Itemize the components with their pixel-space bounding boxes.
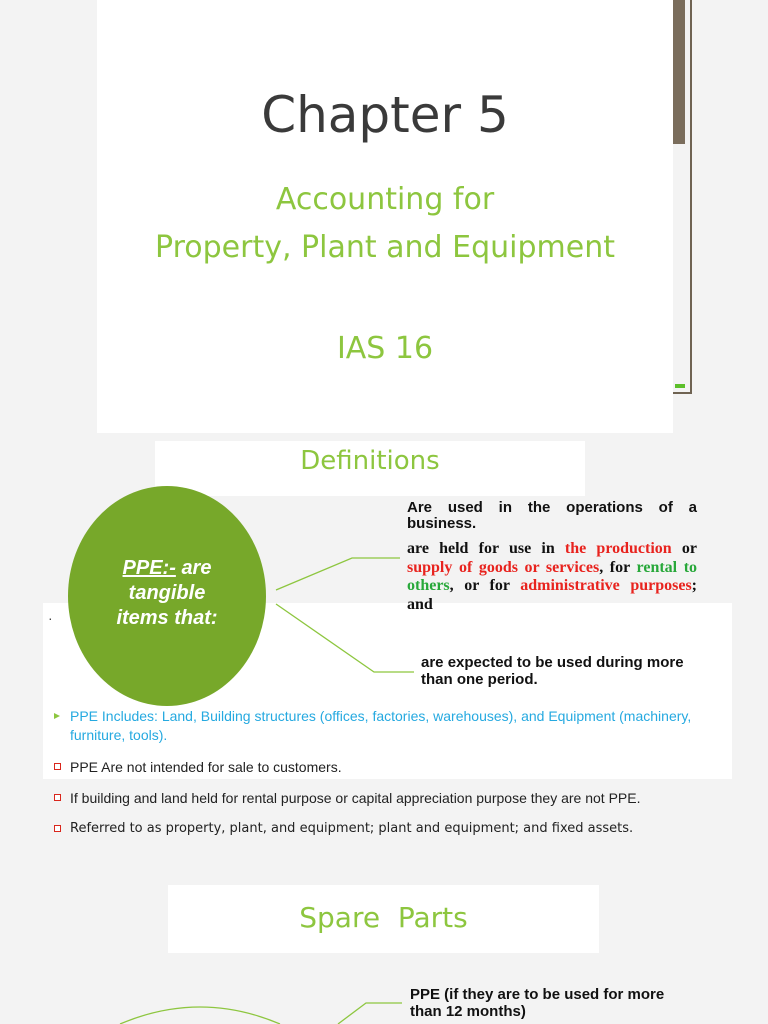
ppe-label-are: are bbox=[181, 557, 212, 579]
item2-highlight-supply: supply of goods or services bbox=[407, 558, 600, 576]
definition-item-held-for-use bbox=[407, 540, 697, 614]
bullet-ppe-includes bbox=[52, 707, 722, 745]
square-bullet-icon bbox=[54, 763, 61, 770]
bullet-text: If building and land held for rental purpose or capital appreciation purpose they are not PPE. bbox=[70, 790, 641, 806]
bullet-not-for-sale bbox=[52, 758, 342, 776]
ppe-label-items: items that: bbox=[116, 607, 218, 629]
ppe-circle-label bbox=[68, 556, 266, 631]
item2-text: , or for bbox=[449, 577, 521, 594]
square-bullet-icon bbox=[54, 794, 61, 801]
stray-dot-mark: · bbox=[48, 610, 53, 626]
subtitle-line-2: Property, Plant and Equipment bbox=[155, 230, 615, 265]
connector-line-spare bbox=[338, 1003, 402, 1024]
bullet-rental-not-ppe bbox=[52, 789, 640, 807]
item2-text: or bbox=[671, 540, 697, 557]
decorative-green-mark bbox=[675, 384, 685, 388]
spare-parts-item-ppe: PPE (if they are to be used for more than 12 months) bbox=[410, 986, 665, 1020]
bullet-text: PPE Includes: Land, Building structures (offices, factories, warehouses), and Equipment (machinery, furniture, tools). bbox=[70, 708, 692, 743]
bullet-text: PPE Are not intended for sale to customers. bbox=[70, 759, 342, 775]
subtitle-line-1: Accounting for bbox=[275, 182, 495, 217]
bullet-text: Referred to as property, plant, and equipment; plant and equipment; and fixed assets. bbox=[70, 821, 634, 836]
spare-parts-circle-top bbox=[120, 1007, 280, 1024]
title-slide bbox=[97, 0, 673, 433]
bullet-referred-to-as bbox=[52, 820, 633, 838]
chapter-subtitle bbox=[97, 176, 673, 272]
connector-line-upper bbox=[276, 558, 400, 590]
item2-text: , for bbox=[599, 558, 637, 576]
chapter-title: Chapter 5 bbox=[261, 86, 509, 144]
item2-highlight-production: the production bbox=[564, 540, 672, 557]
decorative-side-line bbox=[690, 0, 692, 394]
item2-highlight-administrative: administrative purposes bbox=[520, 577, 692, 594]
definitions-title: Definitions bbox=[300, 446, 440, 476]
triangle-bullet-icon bbox=[54, 713, 60, 719]
decorative-side-line-bottom bbox=[673, 392, 692, 394]
ppe-label-tangible: tangible bbox=[128, 582, 206, 604]
decorative-side-bar bbox=[673, 0, 685, 144]
item2-text: ; and bbox=[407, 577, 697, 613]
standard-label: IAS 16 bbox=[336, 331, 434, 366]
item2-highlight-rental: rental to others bbox=[407, 558, 698, 594]
item2-text: are held for use in bbox=[407, 540, 565, 557]
definition-item-more-than-one-period: are expected to be used during more than one period. bbox=[421, 654, 684, 688]
definition-item-operations: Are used in the operations of a business. bbox=[407, 499, 697, 532]
square-bullet-icon bbox=[54, 825, 61, 832]
ppe-label-term: PPE:- bbox=[122, 557, 176, 579]
spare-parts-title: Spare Parts bbox=[299, 901, 468, 934]
